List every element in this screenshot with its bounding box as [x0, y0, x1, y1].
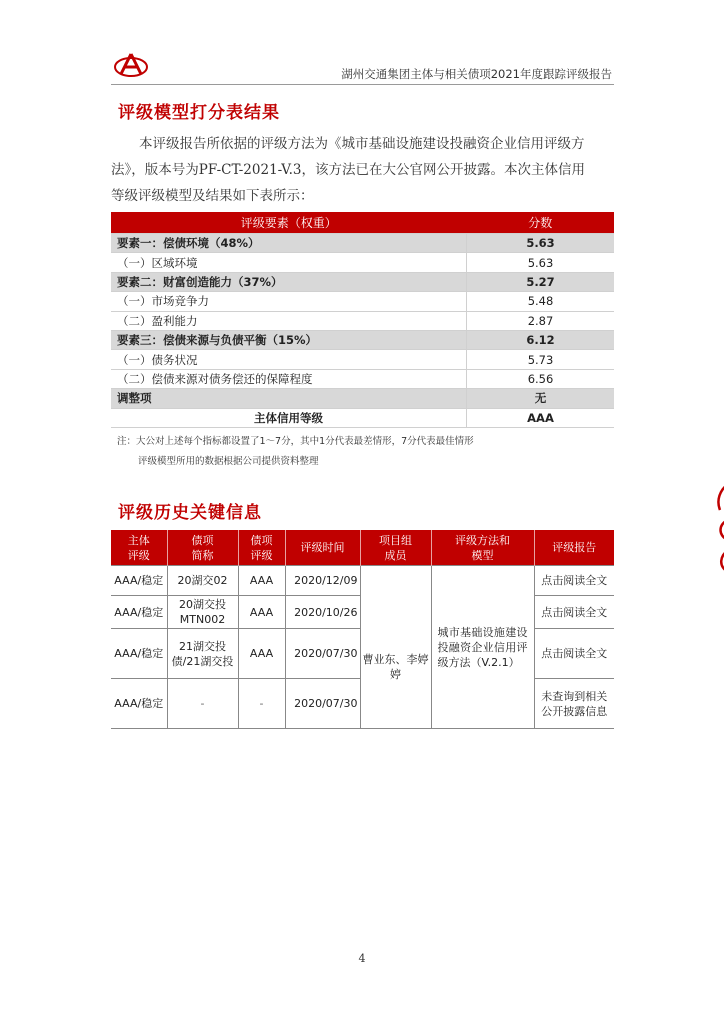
entity-rating: AAA/稳定	[111, 679, 167, 729]
row-label: 调整项	[111, 389, 467, 408]
score-table	[111, 212, 614, 428]
row-value: 无	[467, 389, 615, 408]
table-row	[111, 350, 614, 369]
row-label: 要素三：偿债来源与负债平衡（15%）	[111, 330, 467, 349]
bond-rating: AAA	[238, 596, 285, 629]
bond-rating: AAA	[238, 629, 285, 679]
total-value: AAA	[467, 408, 615, 427]
row-label: 要素一：偿债环境（48%）	[111, 234, 467, 253]
entity-rating: AAA/稳定	[111, 596, 167, 629]
bond-name: 21湖交投债/21湖交投	[167, 629, 238, 679]
history-table-header	[111, 530, 614, 566]
table-row	[111, 311, 614, 330]
table-row	[111, 566, 614, 596]
header-report: 评级报告	[534, 530, 614, 566]
table-note: 注：大公对上述每个指标都设置了1～7分，其中1分代表最差情形，7分代表最佳情形	[117, 436, 474, 447]
rating-method: 城市基础设施建设投融资企业信用评级方法（V.2.1）	[431, 566, 534, 729]
header-score: 分数	[467, 212, 615, 234]
rating-date: 2020/10/26	[285, 596, 360, 629]
table-row	[111, 272, 614, 291]
row-label: （一）债务状况	[111, 350, 467, 369]
row-label: （二）偿债来源对债务偿还的保障程度	[111, 369, 467, 388]
dagong-logo-icon	[113, 52, 149, 78]
row-value: 5.73	[467, 350, 615, 369]
table-row	[111, 253, 614, 272]
report-status: 未查询到相关公开披露信息	[534, 679, 614, 729]
page-number: 4	[358, 952, 366, 965]
bond-rating: AAA	[238, 566, 285, 596]
total-label: 主体信用等级	[111, 408, 467, 427]
entity-rating: AAA/稳定	[111, 566, 167, 596]
rating-date: 2020/07/30	[285, 629, 360, 679]
table-row	[111, 369, 614, 388]
row-label: （一）市场竞争力	[111, 292, 467, 311]
table-row	[111, 292, 614, 311]
header-rating-date: 评级时间	[285, 530, 360, 566]
report-link[interactable]: 点击阅读全文	[534, 629, 614, 679]
header-bond-rating: 债项 评级	[238, 530, 285, 566]
header-method: 评级方法和 模型	[431, 530, 534, 566]
para-line: 法》，版本号为PF-CT-2021-V.3，该方法已在大公官网公开披露。本次主体信用	[111, 162, 586, 178]
header-entity-rating: 主体 评级	[111, 530, 167, 566]
row-label: 要素二：财富创造能力（37%）	[111, 272, 467, 291]
row-value: 5.48	[467, 292, 615, 311]
table-row	[111, 234, 614, 253]
project-members: 曹业东、李婷婷	[360, 566, 431, 729]
rating-date: 2020/07/30	[285, 679, 360, 729]
report-link[interactable]: 点击阅读全文	[534, 596, 614, 629]
table-row	[111, 389, 614, 408]
seal-stamp-icon	[714, 480, 724, 576]
header-factor: 评级要素（权重）	[111, 212, 467, 234]
row-value: 2.87	[467, 311, 615, 330]
total-row	[111, 408, 614, 427]
intro-paragraph	[111, 131, 614, 209]
row-value: 6.12	[467, 330, 615, 349]
table-note-source: 评级模型所用的数据根据公司提供资料整理	[138, 456, 319, 467]
header-divider	[111, 84, 614, 85]
table-row	[111, 330, 614, 349]
row-label: （二）盈利能力	[111, 311, 467, 330]
header-bond-name: 债项 简称	[167, 530, 238, 566]
report-link[interactable]: 点击阅读全文	[534, 566, 614, 596]
rating-date: 2020/12/09	[285, 566, 360, 596]
para-line: 本评级报告所依据的评级方法为《城市基础设施建设投融资企业信用评级方	[139, 136, 585, 152]
entity-rating: AAA/稳定	[111, 629, 167, 679]
row-value: 6.56	[467, 369, 615, 388]
header-members: 项目组 成员	[360, 530, 431, 566]
bond-name: 20湖交投MTN002	[167, 596, 238, 629]
row-label: （一）区域环境	[111, 253, 467, 272]
row-value: 5.63	[467, 234, 615, 253]
bond-name: 20湖交02	[167, 566, 238, 596]
history-table	[111, 530, 614, 729]
para-line: 等级评级模型及结果如下表所示：	[111, 188, 314, 204]
header-title: 湖州交通集团主体与相关债项2021年度跟踪评级报告	[341, 67, 612, 81]
section-title-history: 评级历史关键信息	[118, 503, 262, 523]
score-table-header	[111, 212, 614, 234]
section-title-score: 评级模型打分表结果	[118, 103, 280, 123]
bond-name: -	[167, 679, 238, 729]
bond-rating: -	[238, 679, 285, 729]
row-value: 5.63	[467, 253, 615, 272]
row-value: 5.27	[467, 272, 615, 291]
